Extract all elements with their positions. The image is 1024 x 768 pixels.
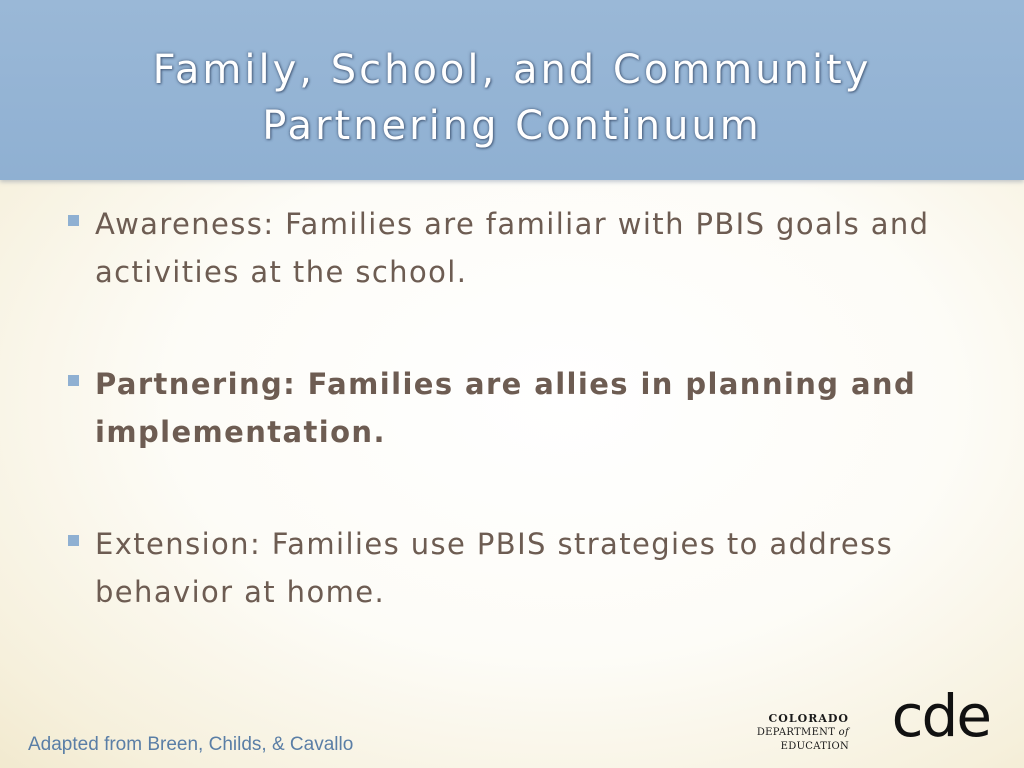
square-bullet-icon — [68, 375, 79, 386]
source-credit: Adapted from Breen, Childs, & Cavallo — [28, 734, 354, 755]
logo-mark: cde — [891, 682, 990, 750]
title-bar — [0, 0, 1024, 180]
bullet-item-awareness — [68, 200, 983, 296]
bullet-text: Awareness: Families are familiar with PBIS goals and activities at the school. — [95, 207, 930, 289]
bullet-text: Extension: Families use PBIS strategies to address behavior at home. — [95, 527, 894, 609]
square-bullet-icon — [68, 215, 79, 226]
logo-department-name — [690, 726, 849, 754]
logo-dept-before: DEPARTMENT — [756, 727, 839, 738]
logo-state-name: COLORADO — [768, 712, 849, 725]
bullet-item-partnering — [68, 360, 983, 456]
title-line-2: Partnering Continuum — [262, 103, 762, 149]
bullet-item-extension — [68, 520, 983, 616]
logo-wordmark — [690, 711, 849, 754]
cde-logo — [690, 682, 990, 752]
square-bullet-icon — [68, 535, 79, 546]
title-line-1: Family, School, and Community — [152, 47, 872, 93]
slide-title — [40, 42, 984, 154]
bullet-list — [68, 200, 983, 680]
logo-dept-after: EDUCATION — [780, 741, 849, 752]
logo-dept-of: of — [838, 727, 849, 738]
bullet-text: Partnering: Families are allies in planning and implementation. — [95, 367, 917, 449]
